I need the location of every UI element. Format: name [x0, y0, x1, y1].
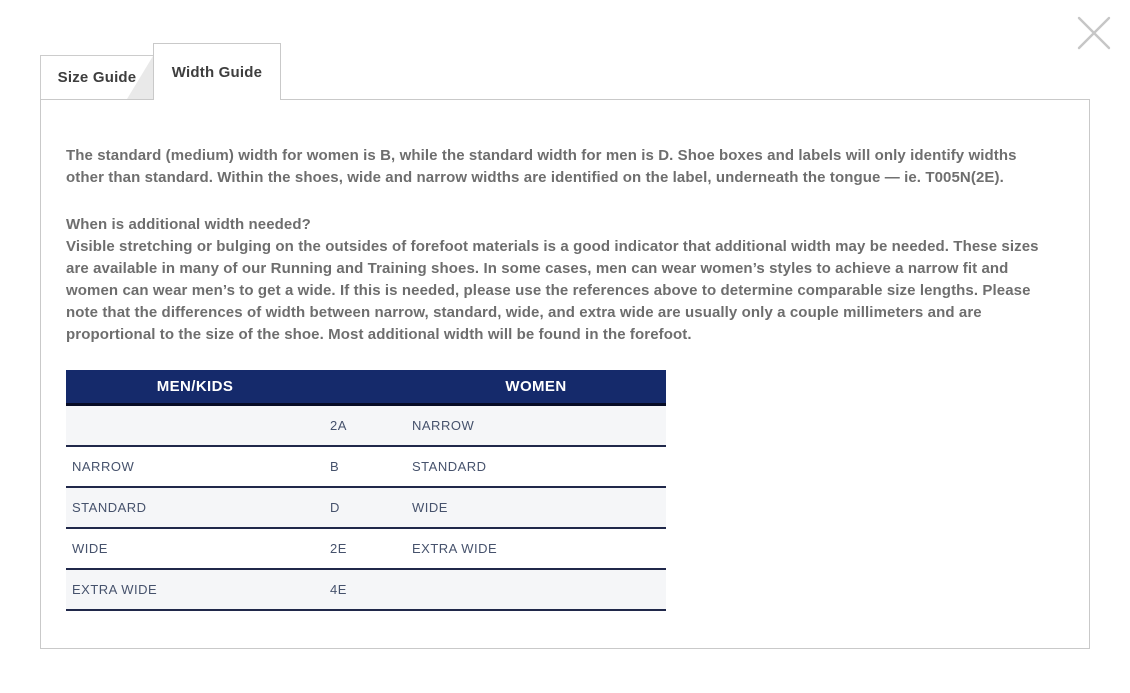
table-row [66, 570, 666, 611]
width-comparison-table [66, 370, 666, 611]
table-cell-code: 2E [330, 541, 347, 556]
table-cell-women: WIDE [412, 500, 448, 515]
intro-paragraph: The standard (medium) width for women is B, while the standard width for men is D. Shoe boxes and labels will only identify widths other than standard. Within the shoes, wide and narrow widths are identified on the label, underneath the tongue — ie. T005N(2E). [66, 147, 1017, 186]
tab-width-guide-label: Width Guide [171, 63, 263, 81]
close-icon [1076, 15, 1112, 51]
table-cell-code: B [330, 459, 340, 474]
table-cell-men: STANDARD [72, 500, 147, 515]
width-guide-panel [40, 99, 1090, 649]
tab-size-guide[interactable] [40, 55, 153, 99]
table-row [66, 488, 666, 529]
header-cell-women: WOMEN [505, 378, 567, 395]
table-cell-men: WIDE [72, 541, 108, 556]
question-heading: When is additional width needed? [66, 216, 311, 233]
tab-size-guide-label: Size Guide [57, 69, 137, 86]
table-cell-code: 4E [330, 582, 347, 597]
table-cell-code: D [330, 500, 340, 515]
close-button[interactable] [1075, 14, 1113, 52]
table-row [66, 406, 666, 447]
table-cell-women: STANDARD [412, 459, 487, 474]
table-header-row [66, 370, 666, 406]
table-row [66, 447, 666, 488]
table-cell-women: NARROW [412, 418, 475, 433]
table-row [66, 529, 666, 570]
header-cell-men-kids: MEN/KIDS [156, 378, 234, 395]
description-paragraph: Visible stretching or bulging on the outsides of forefoot materials is a good indicator that additional width may be needed. These sizes are available in many of our Running and Training shoes. In some cases, men can wear women’s styles to achieve a narrow fit and women can wear men’s to get a wide. If this is needed, please use the references above to determine comparable size lengths. Please note that the differences of width between narrow, standard, wide, and extra wide are usually only a couple millimeters and are proportional to the size of the shoe. Most additional width will be found in the forefoot. [66, 238, 1039, 343]
table-cell-code: 2A [330, 418, 347, 433]
table-cell-women: EXTRA WIDE [412, 541, 498, 556]
tab-width-guide[interactable] [153, 43, 281, 100]
table-cell-men: EXTRA WIDE [72, 582, 158, 597]
table-cell-men: NARROW [72, 459, 135, 474]
